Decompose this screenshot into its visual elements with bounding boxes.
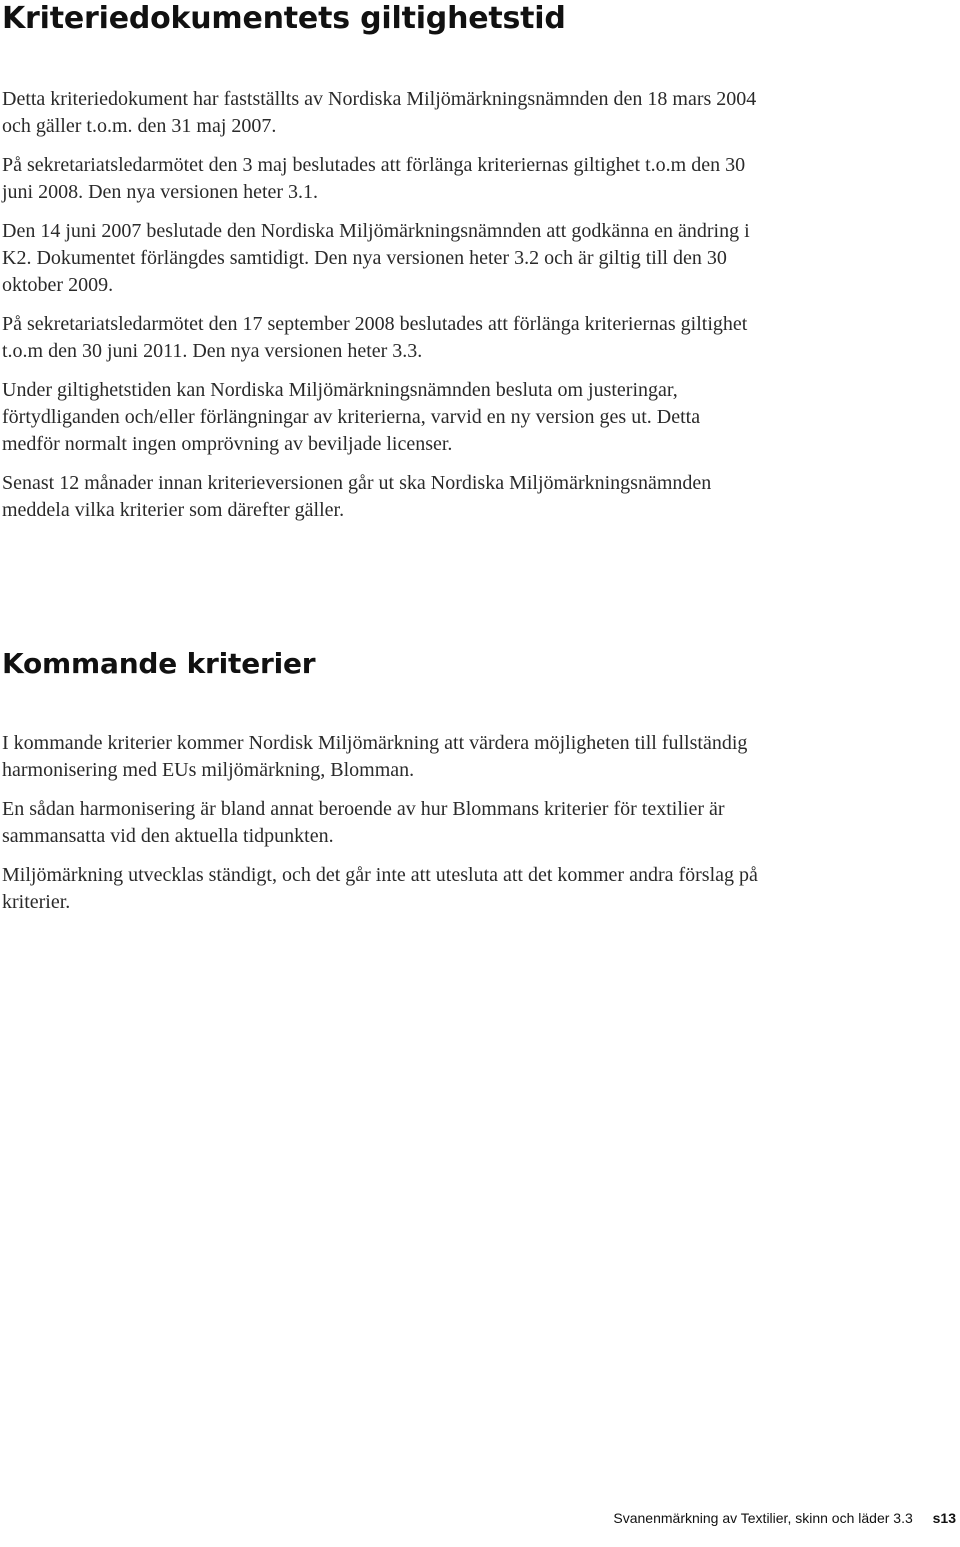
paragraph: Den 14 juni 2007 beslutade den Nordiska Miljömärkningsnämnden att godkänna en ändring i K2. Dokumentet förlängdes samtidigt. Den nya versionen heter 3.2 och är giltig till den 30 oktober 2009.	[2, 220, 750, 296]
paragraph: En sådan harmonisering är bland annat beroende av hur Blommans kriterier för textilier är sammansatta vid den aktuella tidpunkten.	[2, 798, 725, 847]
paragraph: I kommande kriterier kommer Nordisk Miljömärkning att värdera möjligheten till fullständig harmonisering med EUs miljömärkning, Blomman.	[2, 732, 748, 781]
paragraph: Miljömärkning utvecklas ständigt, och det går inte att utesluta att det kommer andra förslag på kriterier.	[2, 864, 758, 913]
paragraph: Detta kriteriedokument har fastställts av Nordiska Miljömärkningsnämnden den 18 mars 2004 och gäller t.o.m. den 31 maj 2007.	[2, 88, 757, 137]
section-validity	[2, 86, 762, 536]
page-footer	[613, 1508, 956, 1528]
section-upcoming-criteria	[2, 730, 762, 928]
section-heading: Kommande kriterier	[2, 647, 316, 680]
footer-document-title: Svanenmärkning av Textilier, skinn och läder 3.3	[613, 1510, 913, 1526]
section-heading: Kriteriedokumentets giltighetstid	[2, 1, 566, 36]
paragraph: På sekretariatsledarmötet den 3 maj beslutades att förlänga kriteriernas giltighet t.o.m den 30 juni 2008. Den nya versionen heter 3.1.	[2, 154, 746, 203]
page-number: s13	[932, 1510, 956, 1526]
paragraph: Under giltighetstiden kan Nordiska Miljömärkningsnämnden besluta om justeringar, förtydliganden och/eller förlängningar av kriterierna, varvid en ny version ges ut. Detta medför normalt ingen omprövning av beviljade licenser.	[2, 379, 701, 455]
paragraph: På sekretariatsledarmötet den 17 september 2008 beslutades att förlänga kriteriernas giltighet t.o.m den 30 juni 2011. Den nya versionen heter 3.3.	[2, 313, 748, 362]
paragraph: Senast 12 månader innan kriterieversionen går ut ska Nordiska Miljömärkningsnämnden meddela vilka kriterier som därefter gäller.	[2, 472, 712, 521]
